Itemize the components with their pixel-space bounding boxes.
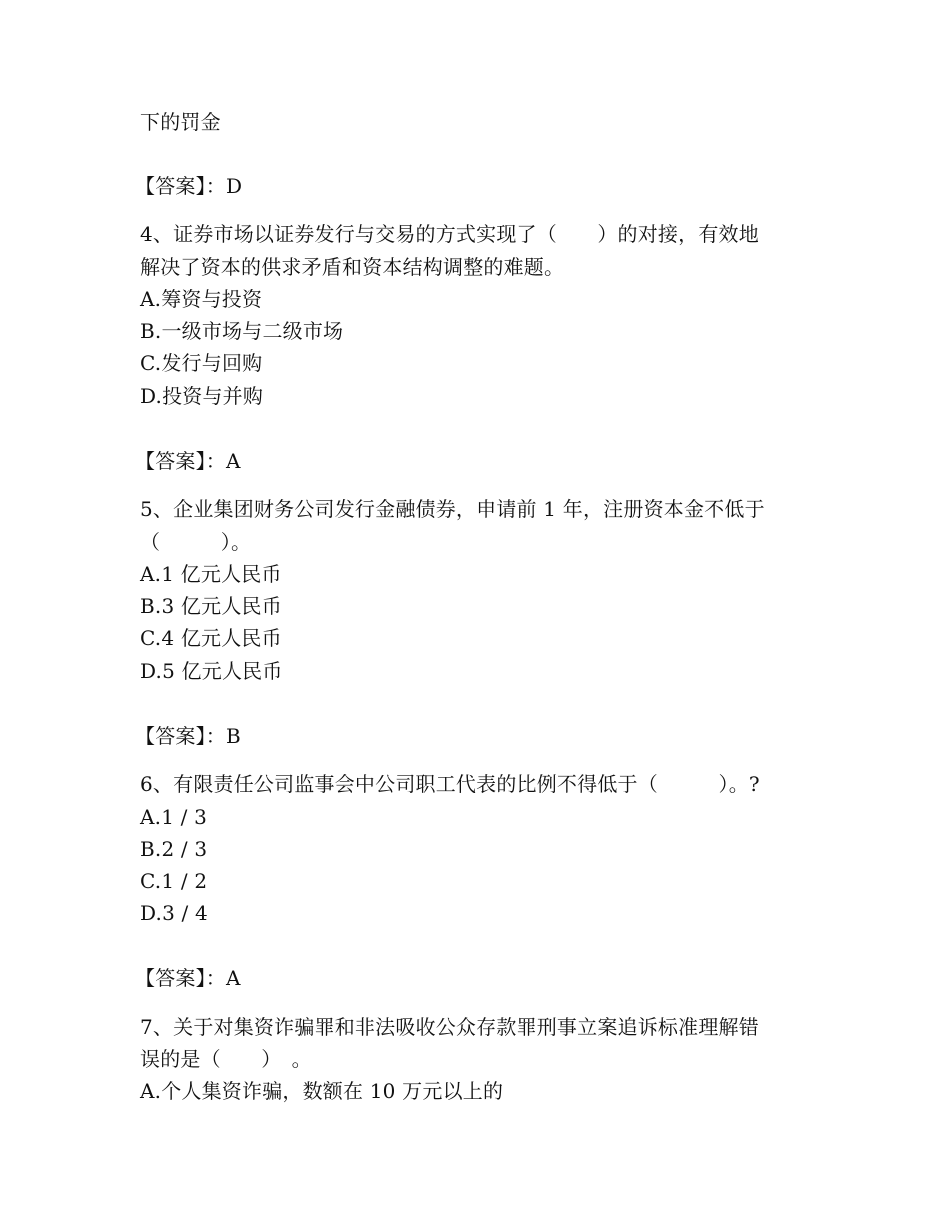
- question-5-option-a: A.1 亿元人民币: [140, 562, 282, 586]
- question-5-stem-line-1: 5、企业集团财务公司发行金融债券，申请前 1 年，注册资本金不低于: [140, 497, 765, 521]
- question-5-stem-line-2: （ ）。: [140, 530, 252, 554]
- question-6-option-b: B.2 / 3: [140, 837, 208, 861]
- question-7-option-a: A.个人集资诈骗，数额在 10 万元以上的: [140, 1079, 504, 1103]
- answer-q4: 【答案】：A: [135, 449, 241, 473]
- question-5-option-c: C.4 亿元人民币: [140, 626, 282, 650]
- question-6-option-d: D.3 / 4: [140, 901, 208, 925]
- question-4-stem-line-2: 解决了资本的供求矛盾和资本结构调整的难题。: [140, 255, 565, 279]
- answer-q5: 【答案】：B: [135, 724, 241, 748]
- question-6-option-c: C.1 / 2: [140, 869, 208, 893]
- question-7-stem-line-1: 7、关于对集资诈骗罪和非法吸收公众存款罪刑事立案追诉标准理解错: [140, 1015, 759, 1039]
- question-5-option-b: B.3 亿元人民币: [140, 594, 282, 618]
- question-4-option-a: A.筹资与投资: [140, 287, 263, 311]
- answer-q6: 【答案】：A: [135, 966, 241, 990]
- continuation-text: 下的罚金: [140, 110, 221, 134]
- question-4-option-c: C.发行与回购: [140, 351, 263, 375]
- answer-q3: 【答案】：D: [135, 174, 243, 198]
- question-7-stem-line-2: 误的是（ ） 。: [140, 1047, 312, 1071]
- question-5-option-d: D.5 亿元人民币: [140, 659, 283, 683]
- question-4-stem-line-1: 4、证券市场以证券发行与交易的方式实现了（ ）的对接，有效地: [140, 222, 759, 246]
- question-4-option-b: B.一级市场与二级市场: [140, 319, 344, 343]
- question-4-option-d: D.投资与并购: [140, 384, 264, 408]
- question-6-stem-line-1: 6、有限责任公司监事会中公司职工代表的比例不得低于（ ）。?: [140, 772, 760, 796]
- question-6-option-a: A.1 / 3: [140, 805, 208, 829]
